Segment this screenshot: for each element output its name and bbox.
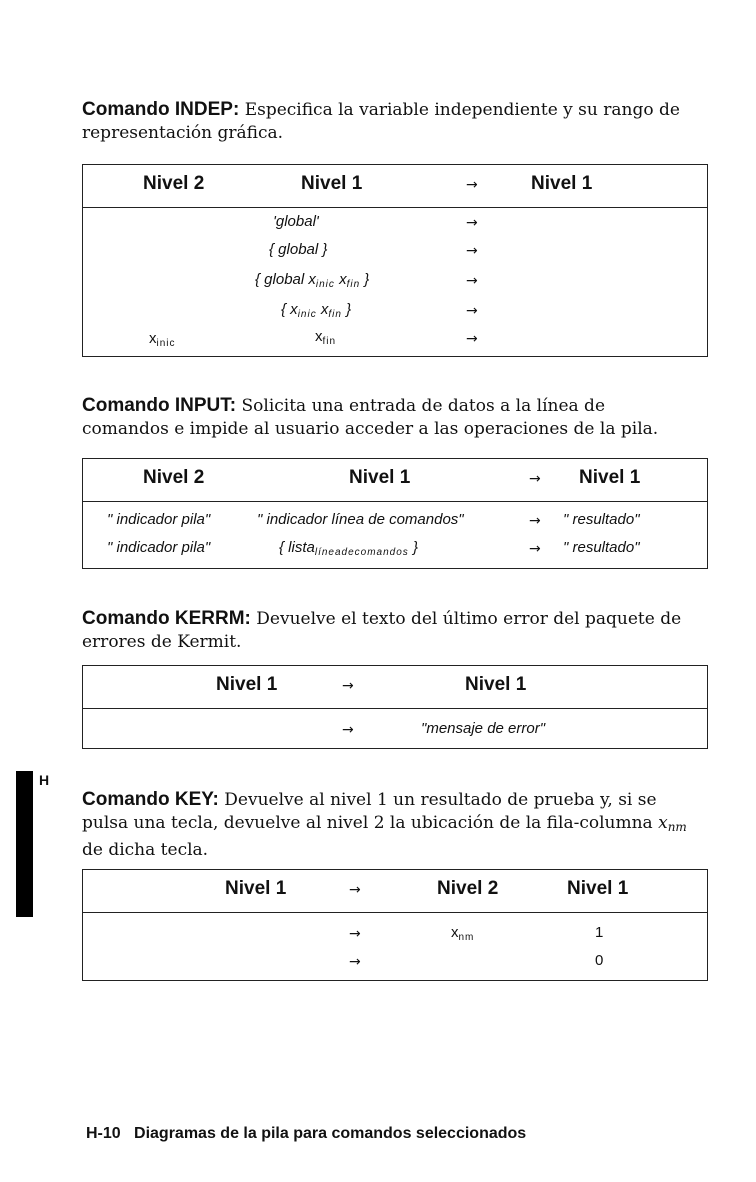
input-row1-level2: " indicador pila" bbox=[107, 511, 211, 528]
input-header-level1: Nivel 1 bbox=[349, 467, 411, 488]
key-row1-level1: 1 bbox=[595, 924, 604, 941]
input-command-title: Comando INPUT: bbox=[82, 395, 237, 416]
kerrm-text-line2: errores de Kermit. bbox=[82, 632, 242, 652]
page-number: H-10 bbox=[86, 1125, 121, 1142]
key-description bbox=[82, 788, 707, 862]
indep-row5-level1: $x_{fin}$ bbox=[315, 328, 337, 347]
section-tab-letter: H bbox=[39, 772, 50, 788]
chapter-title: Diagramas de la pila para comandos seleccionados bbox=[134, 1125, 527, 1142]
input-row2-level2: " indicador pila" bbox=[107, 539, 211, 556]
indep-command-title: Comando INDEP: bbox=[82, 99, 240, 120]
input-row2-result: " resultado" bbox=[563, 539, 640, 556]
indep-row3-arrow: → bbox=[466, 273, 478, 289]
indep-text-line1: Especifica la variable independiente y su rango de bbox=[244, 100, 680, 120]
kerrm-row1-arrow: → bbox=[342, 722, 354, 738]
page-footer bbox=[86, 1125, 526, 1143]
key-stack-table bbox=[82, 869, 708, 981]
key-header-arrow: → bbox=[349, 882, 361, 898]
key-text-line3: de dicha tecla. bbox=[82, 840, 209, 860]
kerrm-stack-table bbox=[82, 665, 708, 749]
indep-row4-arrow: → bbox=[466, 303, 478, 319]
key-row2-level1: 0 bbox=[595, 952, 604, 969]
input-header-result: Nivel 1 bbox=[579, 467, 641, 488]
input-row1-arrow: → bbox=[529, 513, 541, 529]
key-row2-arrow: → bbox=[349, 954, 361, 970]
input-row1-level1: " indicador línea de comandos" bbox=[257, 511, 464, 528]
key-header-level2-result: Nivel 2 bbox=[437, 878, 499, 899]
indep-description bbox=[82, 98, 707, 145]
kerrm-header-arrow: → bbox=[342, 678, 354, 694]
key-table-header bbox=[83, 870, 707, 913]
key-row1-level2: $x_{nm}$ bbox=[451, 924, 475, 943]
key-header-level1: Nivel 1 bbox=[225, 878, 287, 899]
indep-row2-level1: { global } bbox=[269, 241, 328, 258]
key-header-level1-result: Nivel 1 bbox=[567, 878, 629, 899]
key-command-title: Comando KEY: bbox=[82, 789, 219, 810]
kerrm-command-title: Comando KERRM: bbox=[82, 608, 251, 629]
indep-header-arrow: → bbox=[466, 177, 478, 193]
input-stack-table bbox=[82, 458, 708, 569]
input-description bbox=[82, 394, 707, 441]
indep-header-result: Nivel 1 bbox=[531, 173, 593, 194]
input-table-header bbox=[83, 459, 707, 502]
input-row2-arrow: → bbox=[529, 541, 541, 557]
key-row1-arrow: → bbox=[349, 926, 361, 942]
input-row2-level1: { lista$_{líneadecomandos}$ } bbox=[279, 539, 418, 558]
kerrm-description bbox=[82, 607, 707, 654]
indep-row1-level1: 'global' bbox=[273, 213, 319, 230]
kerrm-header-result: Nivel 1 bbox=[465, 674, 527, 695]
indep-row5-level2: $x_{inic}$ bbox=[149, 330, 176, 349]
indep-header-level1: Nivel 1 bbox=[301, 173, 363, 194]
kerrm-header-level1: Nivel 1 bbox=[216, 674, 278, 695]
key-text-line2: pulsa una tecla, devuelve al nivel 2 la ubicación de la fila-columna $x_{nm}$ bbox=[82, 813, 687, 834]
input-header-level2: Nivel 2 bbox=[143, 467, 205, 488]
indep-row4-level1: { $x_{inic}$ $x_{fin}$ } bbox=[281, 301, 352, 320]
indep-text-line2: representación gráfica. bbox=[82, 123, 284, 143]
input-text-line2: comandos e impide al usuario acceder a las operaciones de la pila. bbox=[82, 419, 659, 439]
kerrm-table-header bbox=[83, 666, 707, 709]
key-text-line1: Devuelve al nivel 1 un resultado de prueba y, si se bbox=[224, 790, 657, 810]
indep-row3-level1: { global $x_{inic}$ $x_{fin}$ } bbox=[255, 271, 370, 290]
input-row1-result: " resultado" bbox=[563, 511, 640, 528]
indep-table-header bbox=[83, 165, 707, 208]
input-header-arrow: → bbox=[529, 471, 541, 487]
indep-row2-arrow: → bbox=[466, 243, 478, 259]
indep-stack-table bbox=[82, 164, 708, 357]
indep-row5-arrow: → bbox=[466, 331, 478, 347]
kerrm-text-line1: Devuelve el texto del último error del paquete de bbox=[256, 609, 682, 629]
indep-header-level2: Nivel 2 bbox=[143, 173, 205, 194]
input-text-line1: Solicita una entrada de datos a la línea de bbox=[241, 396, 605, 416]
section-tab-bar bbox=[16, 771, 33, 917]
indep-row1-arrow: → bbox=[466, 215, 478, 231]
kerrm-row1-result: "mensaje de error" bbox=[421, 720, 546, 737]
